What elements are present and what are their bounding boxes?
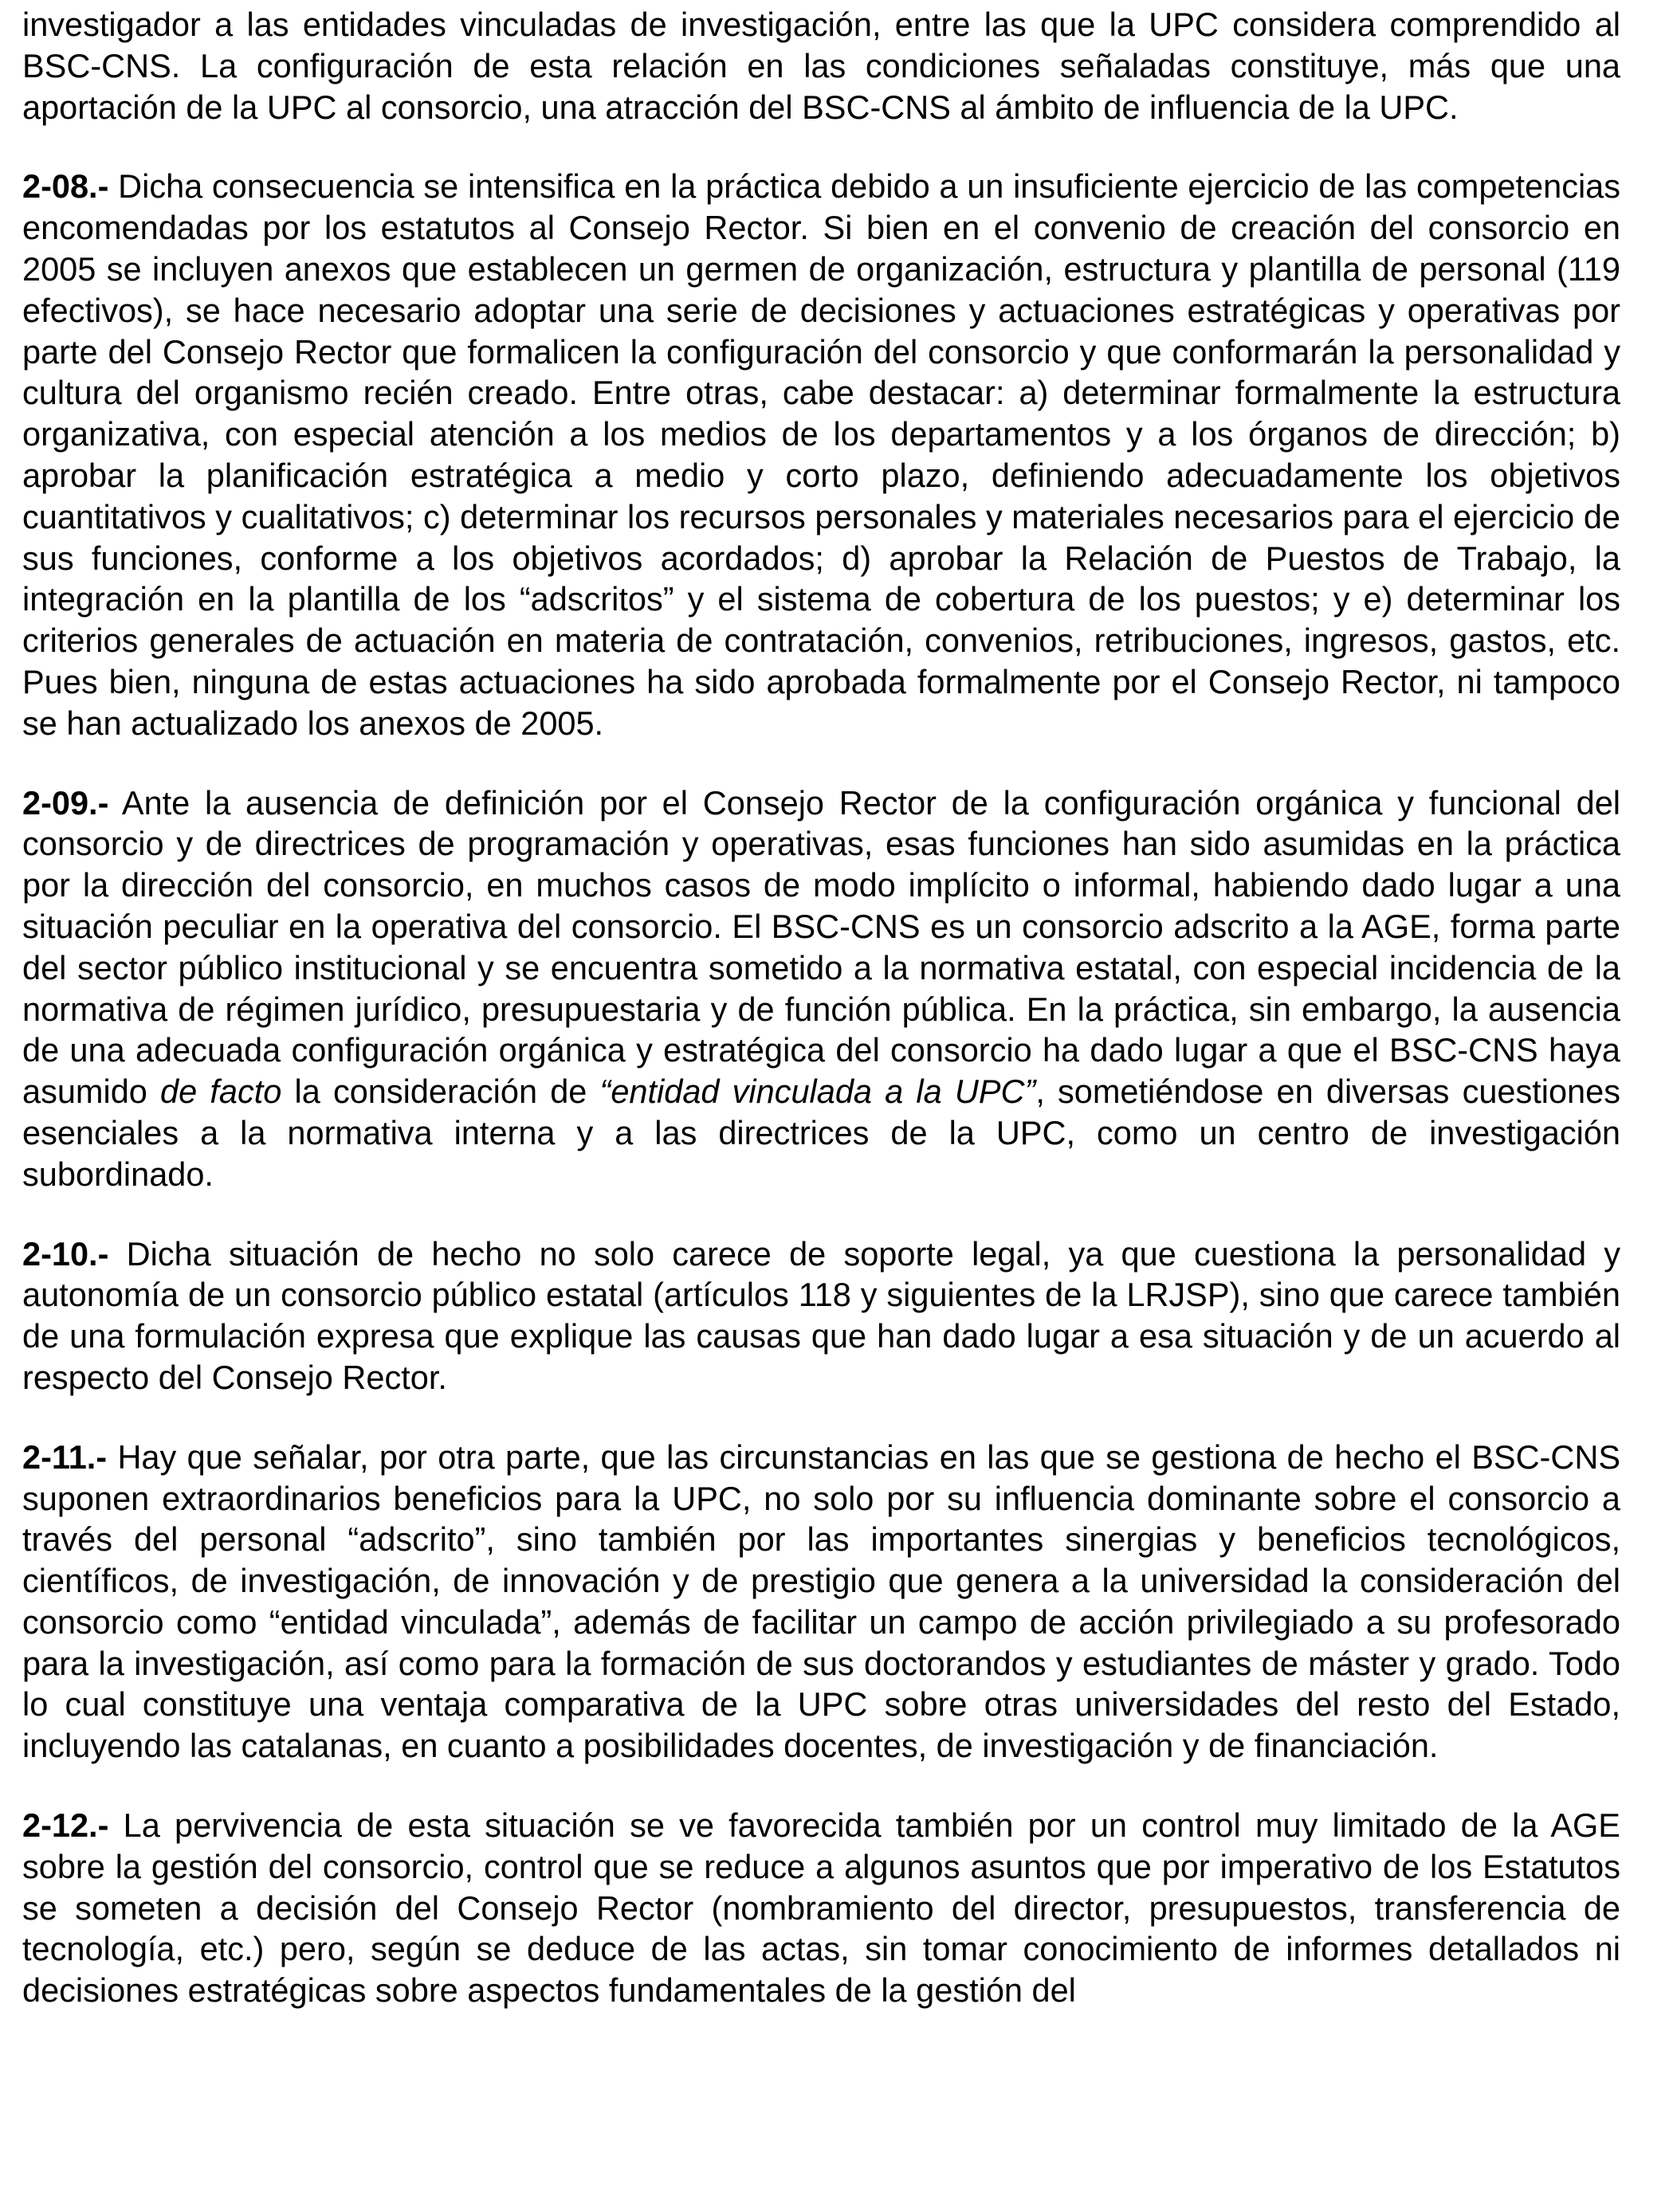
text-segment: , sometiéndose en diversas cuestiones esenciales a la normativa interna y a las directrices de la UPC, como un centro de investigación subordinado. bbox=[22, 1073, 1620, 1193]
paragraph-2-11 bbox=[22, 1437, 1620, 1767]
text-segment: 2-08.- bbox=[22, 167, 109, 206]
text-segment: de facto bbox=[160, 1073, 282, 1111]
text-segment: 2-11.- bbox=[22, 1437, 108, 1476]
text-segment: “entidad vinculada a la UPC” bbox=[599, 1073, 1036, 1111]
text-segment: La pervivencia de esta situación se ve favorecida también por un control muy limitado de la AGE sobre la gestión del consorcio, control que se reduce a algunos asuntos que por imperativo de los Estatutos se someten a decisión del Consejo Rector (nombramiento del director, presupuestos, transferencia de tecnología, etc.) pero, según se deduce de las actas, sin tomar conocimiento de informes detallados ni decisiones estratégicas sobre aspectos fundamentales de la gestión del bbox=[22, 1806, 1620, 2010]
text-segment: Ante la ausencia de definición por el Consejo Rector de la configuración orgánica y funcional del consorcio y de directrices de programación y operativas, esas funciones han sido asumidas en la práctica por la dirección del consorcio, en muchos casos de modo implícito o informal, habiendo dado lugar a una situación peculiar en la operativa del consorcio. El BSC-CNS es un consorcio adscrito a la AGE, forma parte del sector público institucional y se encuentra sometido a la normativa estatal, con especial incidencia de la normativa de régimen jurídico, presupuestaria y de función pública. En la práctica, sin embargo, la ausencia de una adecuada configuración orgánica y estratégica del consorcio ha dado lugar a que el BSC-CNS haya asumido bbox=[22, 783, 1620, 1111]
text-segment: la consideración de bbox=[281, 1073, 600, 1111]
text-segment: Dicha situación de hecho no solo carece de soporte legal, ya que cuestiona la personalidad y autonomía de un consorcio público estatal (artículos 118 y siguientes de la LRJSP), sino que carece también de una formulación expresa que explique las causas que han dado lugar a esa situación y de un acuerdo al respecto del Consejo Rector. bbox=[22, 1234, 1620, 1396]
text-segment: 2-09.- bbox=[22, 783, 109, 822]
paragraph-2-09 bbox=[22, 782, 1620, 1195]
text-segment: Dicha consecuencia se intensifica en la práctica debido a un insuficiente ejercicio de las competencias encomendadas por los estatutos al Consejo Rector. Si bien en el convenio de creación del consorcio en 2005 se incluyen anexos que establecen un germen de organización, estructura y plantilla de personal (119 efectivos), se hace necesario adoptar una serie de decisiones y actuaciones estratégicas y operativas por parte del Consejo Rector que formalicen la configuración del consorcio y que conformarán la personalidad y cultura del organismo recién creado. Entre otras, cabe destacar: a) determinar formalmente la estructura organizativa, con especial atención a los medios de los departamentos y a los órganos de dirección; b) aprobar la planificación estratégica a medio y corto plazo, definiendo adecuadamente los objetivos cuantitativos y cualitativos; c) determinar los recursos personales y materiales necesarios para el ejercicio de sus funciones, conforme a los objetivos acordados; d) aprobar la Relación de Puestos de Trabajo, la integración en la plantilla de los “adscritos” y el sistema de cobertura de los puestos; y e) determinar los criterios generales de actuación en materia de contratación, convenios, retribuciones, ingresos, gastos, etc. Pues bien, ninguna de estas actuaciones ha sido aprobada formalmente por el Consejo Rector, ni tampoco se han actualizado los anexos de 2005. bbox=[22, 167, 1620, 742]
paragraph-2-08 bbox=[22, 166, 1620, 743]
paragraph-2-12 bbox=[22, 1805, 1620, 2011]
text-segment: Hay que señalar, por otra parte, que las circunstancias en las que se gestiona de hecho el BSC-CNS suponen extraordinarios beneficios para la UPC, no solo por su influencia dominante sobre el consorcio a través del personal “adscrito”, sino también por las importantes sinergias y beneficios tecnológicos, científicos, de investigación, de innovación y de prestigio que genera a la universidad la consideración del consorcio como “entidad vinculada”, además de facilitar un campo de acción privilegiado a su profesorado para la investigación, así como para la formación de sus doctorandos y estudiantes de máster y grado. Todo lo cual constituye una ventaja comparativa de la UPC sobre otras universidades del resto del Estado, incluyendo las catalanas, en cuanto a posibilidades docentes, de investigación y de financiación. bbox=[22, 1437, 1620, 1765]
text-segment: 2-10.- bbox=[22, 1234, 109, 1273]
paragraph-2-10 bbox=[22, 1233, 1620, 1398]
paragraph-intro-continuation bbox=[22, 4, 1620, 127]
text-segment: investigador a las entidades vinculadas de investigación, entre las que la UPC considera comprendido al BSC-CNS. La configuración de esta relación en las condiciones señaladas constituye, más que una aportación de la UPC al consorcio, una atracción del BSC-CNS al ámbito de influencia de la UPC. bbox=[22, 6, 1620, 126]
text-segment: 2-12.- bbox=[22, 1806, 109, 1845]
